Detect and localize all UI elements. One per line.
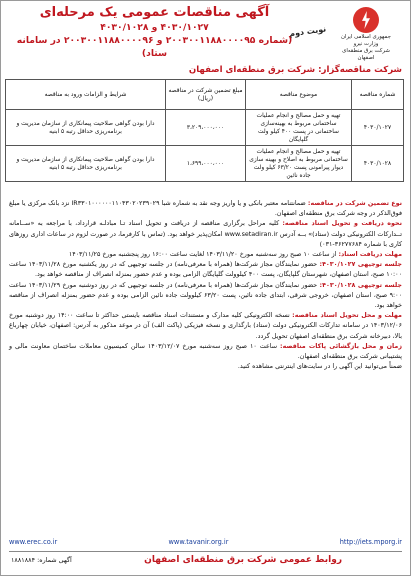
table-header-row — [6, 80, 404, 110]
meeting-1027-paragraph — [9, 260, 402, 280]
notice-body — [9, 199, 402, 372]
meeting-1028-paragraph — [9, 281, 402, 312]
footer-websites — [9, 535, 402, 549]
notice-title: آگهی مناقصات عمومی یک مرحله‌ای — [39, 5, 270, 20]
cell-amount: ۳،۲۰۹،۰۰۰،۰۰۰ — [166, 110, 246, 146]
table-row — [6, 146, 404, 182]
receive-deadline-text: از ساعت ۱۰ صبح روز سه‌شنبه مورخ ۱۴۰۳/۱۱/۲۰ لغایت ساعت ۱۶:۰۰ روز پنجشنبه مورخ ۱۴۰۳/۱۱/۲۵ — [68, 251, 337, 259]
col-header-number: شماره مناقصه — [352, 80, 404, 110]
tender-numbers: ۴۰۳۰/۱۰۲۷ و ۴۰۳۰/۱۰۲۸ — [100, 22, 209, 33]
submit-label: مهلت و محل تحویل اسناد مناقصه: — [292, 312, 402, 320]
website-link-tavanir[interactable]: www.tavanir.org.ir — [168, 538, 229, 546]
opening-paragraph — [9, 342, 402, 362]
website-link-erec[interactable]: www.erec.co.ir — [9, 538, 58, 546]
cell-subject: تهیه و حمل مصالح و انجام عملیات ساختمانی مربوط به بهینه‌سازی ساختمانی در پست ۴۰۰ کیلو ولت گلپایگان — [246, 110, 352, 146]
ad-number: آگهی شماره: ۱۸۸۱۸۸۴ — [11, 556, 72, 564]
receive-deadline-label: مهلت دریافت اسناد: — [338, 251, 402, 259]
setad-numbers: (شماره ۲۰۰۳۰۰۱۱۸۸۰۰۰۰۹۵ و ۲۰۰۳۰۰۱۱۸۸۰۰۰۰۹۶ در سامانه ستاد) — [16, 35, 293, 59]
col-header-subject: موضوع مناقصه — [246, 80, 352, 110]
cell-number: ۴۰۳۰/۱۰۲۸ — [352, 146, 404, 182]
public-relations-title: روابط عمومی شرکت برق منطقه‌ای اصفهان — [144, 555, 342, 565]
website-link-iets[interactable]: http://iets.mporg.ir — [339, 538, 402, 546]
guarantee-paragraph — [9, 199, 402, 219]
docs-label: نحوه دریافت و تحویل اسناد مناقصه: — [282, 220, 402, 228]
meeting-1027-text: حضور نمایندگان مجاز شرکت‌ها (همراه با معرفی‌نامه) در جلسه توجیهی که در روز یکشنبه مورخ ۱۴۰۳/۱۱/۲۸ ساعت ۱۰:۰۰ صبح، استان اصفهان، شهرستان گلپایگان، پست ۴۰۰ کیلوولت گلپایگان الزامی بوده و عدم حضور بمنزله انصراف از مناقصه خواهد بود. — [9, 261, 402, 279]
opening-text: ساعت ۱۰ صبح روز سه‌شنبه مورخ ۱۴۰۳/۱۲/۰۷ سالن کمیسیون معاملات ساختمان معاونت مالی و پشتیبانی شرکت برق منطقه‌ای اصفهان. — [9, 342, 402, 361]
logo-caption: جمهوری اسلامی ایران وزارت نیرو شرکت برق منطقه‌ای اصفهان — [340, 34, 391, 61]
docs-paragraph — [9, 219, 402, 250]
table-row — [6, 110, 404, 146]
footer-bar — [9, 551, 402, 569]
closing-text: ضمناً می‌توانید این آگهی را در سایت‌های اینترنتی مشاهده کنید. — [237, 363, 402, 371]
cell-amount: ۱،۶۹۹،۰۰۰،۰۰۰ — [166, 146, 246, 182]
publication-round-tag: نوبت دوم — [288, 24, 327, 39]
tender-table — [5, 79, 404, 182]
organization-logo — [330, 7, 402, 62]
guarantee-text: ضمانتنامه معتبر بانکی و یا واریز وجه نقد به شماره شبا IR۳۳۰۱۰۰۰۰۰۰۱۱۰۴۳۰۲۰۲۳۹۰۲۹ نزد بانک مرکزی یا مبلغ فوق‌الذکر در وجه شرکت برق منطقه‌ای اصفهان. — [9, 200, 402, 218]
cell-conditions: دارا بودن گواهی صلاحیت پیمانکاری از سازمان مدیریت و برنامه‌ریزی حداقل رتبه ۵ ابنیه — [6, 146, 166, 182]
electric-lightning-icon — [353, 7, 379, 33]
cell-conditions: دارا بودن گواهی صلاحیت پیمانکاری از سازمان مدیریت و برنامه‌ریزی حداقل رتبه ۵ ابنیه — [6, 110, 166, 146]
meeting-1028-text: حضور نمایندگان مجاز شرکت‌ها (همراه با معرفی‌نامه) در جلسه توجیهی که در روز دوشنبه مورخ ۱۴۰۳/۱۱/۲۹ ساعت ۹:۰۰ صبح، استان اصفهان، خروجی شرقی، ابتدای جاده نائین، پست ۶۳/۲۰ کیلوولت جاده نائین الزامی بوده و عدم حضور بمنزله انصراف از مناقصه خواهد بود. — [9, 281, 402, 310]
meeting-1028-label: جلسه توجیهی ۴۰۳۰/۱۰۲۸: — [319, 281, 402, 289]
docs-text: کلیه مراحل برگزاری مناقصه از دریافت و تحویل اسناد تـا مبادلـه قرارداد، با مراجعه به «ســامانه تــدارکات الکترونیکی دولت (ستاد)» بــه آدرس www.setadiran.ir امکان‌پذیر خواهد بود. (تماس با کارفرما، در صورت لزوم در ساعات اداری روزهای کاری با شماره ۳۶۲۷۷۶۸۴-۰۳۱) — [9, 220, 402, 248]
opening-label: زمان و محل بازگشائی پاکات مناقصه: — [280, 342, 402, 350]
closing-paragraph — [9, 362, 402, 372]
cell-subject: تهیه و حمل مصالح و انجام عملیات ساختمانی مربوط به اصلاح و بهینه سازی دیوار پیرامونی پست ۶۳/۲۰ کیلو ولت جاده نائین — [246, 146, 352, 182]
organizer-line: شرکت مناقصه‌گزار: شرکت برق منطقه‌ای اصفهان — [188, 65, 402, 75]
guarantee-label: نوع تضمین شرکت در مناقصه: — [307, 200, 402, 207]
title-block — [13, 5, 296, 60]
notice-header — [5, 5, 406, 63]
submit-text: نسخه الکترونیکی کلیه مدارک و مستندات اسناد مناقصه بایستی حداکثر تا ساعت ۱۴:۰۰ روز دوشنبه مورخ ۱۴۰۳/۱۲/۰۶ در سامانه تدارکات الکترونیکی دولت (ستاد) بارگذاری و نسخه فیزیکی (پاکت الف) آن در موعد مذکور به آدرس: اصفهان، خیابان چهارباغ بالا، دبیرخانه شرکت برق منطقه‌ای اصفهان تحویل گردد. — [9, 312, 402, 340]
col-header-amount: مبلغ تضمین شرکت در مناقصه (ریال) — [166, 80, 246, 110]
col-header-conditions: شرایط و الزامات ورود به مناقصه — [6, 80, 166, 110]
receive-deadline-paragraph — [9, 250, 402, 260]
meeting-1027-label: جلسه توجیهی ۴۰۳۰/۱۰۲۷: — [319, 261, 402, 269]
cell-number: ۴۰۳۰/۱۰۲۷ — [352, 110, 404, 146]
submit-paragraph — [9, 311, 402, 342]
